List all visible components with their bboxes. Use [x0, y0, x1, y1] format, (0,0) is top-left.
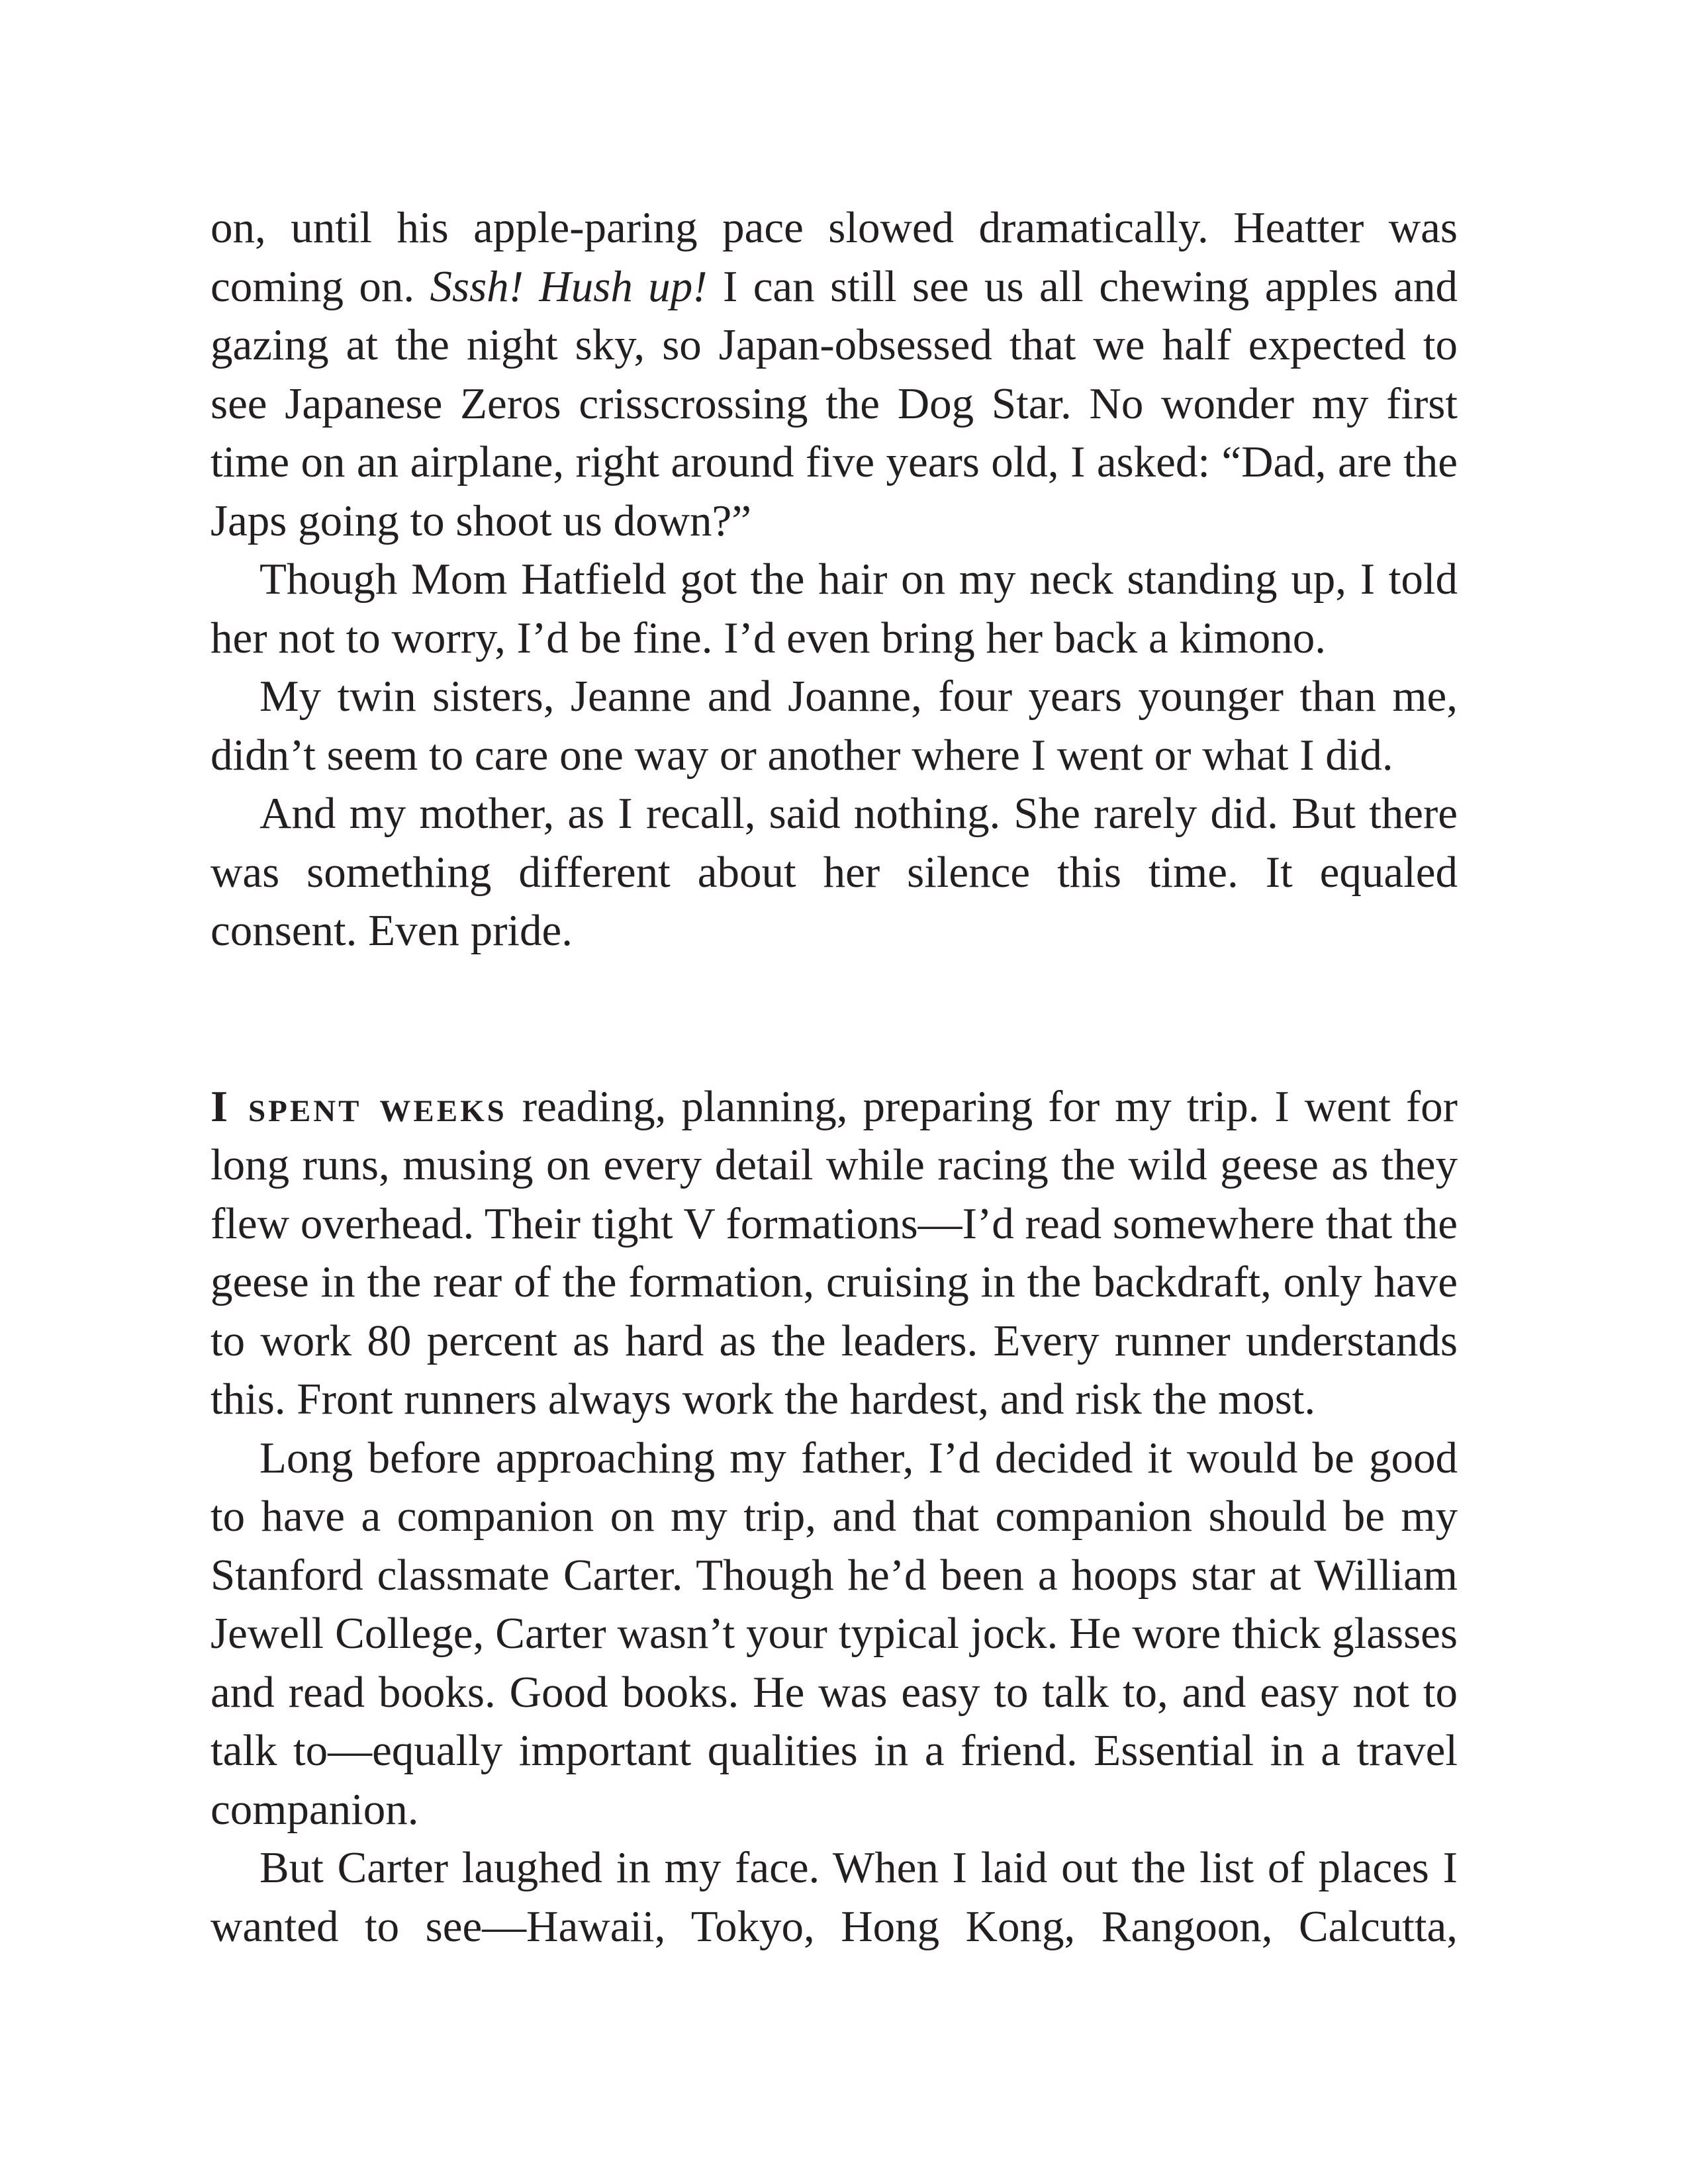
paragraph-mother: And my mother, as I recall, said nothing. She rarely did. But there was something different about her silence this time. It equaled consent. Even pride.: [211, 789, 1458, 955]
paragraph-tail: I can still see us all chewing apples and gazing at the night sky, so Japan-obsessed that we half expected to see Japanese Zeros crisscrossing the Dog Star. No wonder my first time on an airplane, right around five years old, I asked: “Dad, are the Japs going to shoot us down?”: [211, 261, 1458, 545]
paragraph-twin-sisters: My twin sisters, Jeanne and Joanne, four years younger than me, didn’t seem to care one way or another where I went or what I did.: [211, 672, 1458, 780]
section-opening-text: reading, planning, preparing for my trip. I went for long runs, musing on every detail while racing the wild geese as they flew overhead. Their tight V formations—I’d read somewhere that the geese in the rear of the formation, cruising in the backdraft, only have to work 80 percent as hard as the leaders. Every runner understands this. Front runners always work the hardest, and risk the most.: [211, 1081, 1458, 1424]
paragraph-italic: Sssh! Hush up!: [430, 261, 708, 311]
book-page: [211, 199, 1458, 1956]
paragraph-carter-laughed: But Carter laughed in my face. When I laid out the list of places I wanted to see—Hawaii, Tokyo, Hong Kong, Rangoon, Calcutta,: [211, 1843, 1458, 1951]
paragraph-carter: Long before approaching my father, I’d decided it would be good to have a companion on my trip, and that companion should be my Stanford classmate Carter. Though he’d been a hoops star at William Jewell College, Carter wasn’t your typical jock. He wore thick glasses and read books. Good books. He was easy to talk to, and easy not to talk to—equally important qualities in a friend. Essential in a travel companion.: [211, 1433, 1458, 1834]
paragraph-continued: [211, 199, 1458, 550]
paragraph-mom-hatfield: Though Mom Hatfield got the hair on my neck standing up, I told her not to worry, I’d be fine. I’d even bring her back a kimono.: [211, 555, 1458, 662]
paragraph-section-opening: [211, 1077, 1458, 1429]
section-opening-caps: I spent weeks: [211, 1081, 507, 1131]
section-break: [211, 960, 1458, 1077]
paragraph-lead: on, until his apple-paring pace slowed dramatically. Heatter was coming on.: [211, 203, 1458, 311]
